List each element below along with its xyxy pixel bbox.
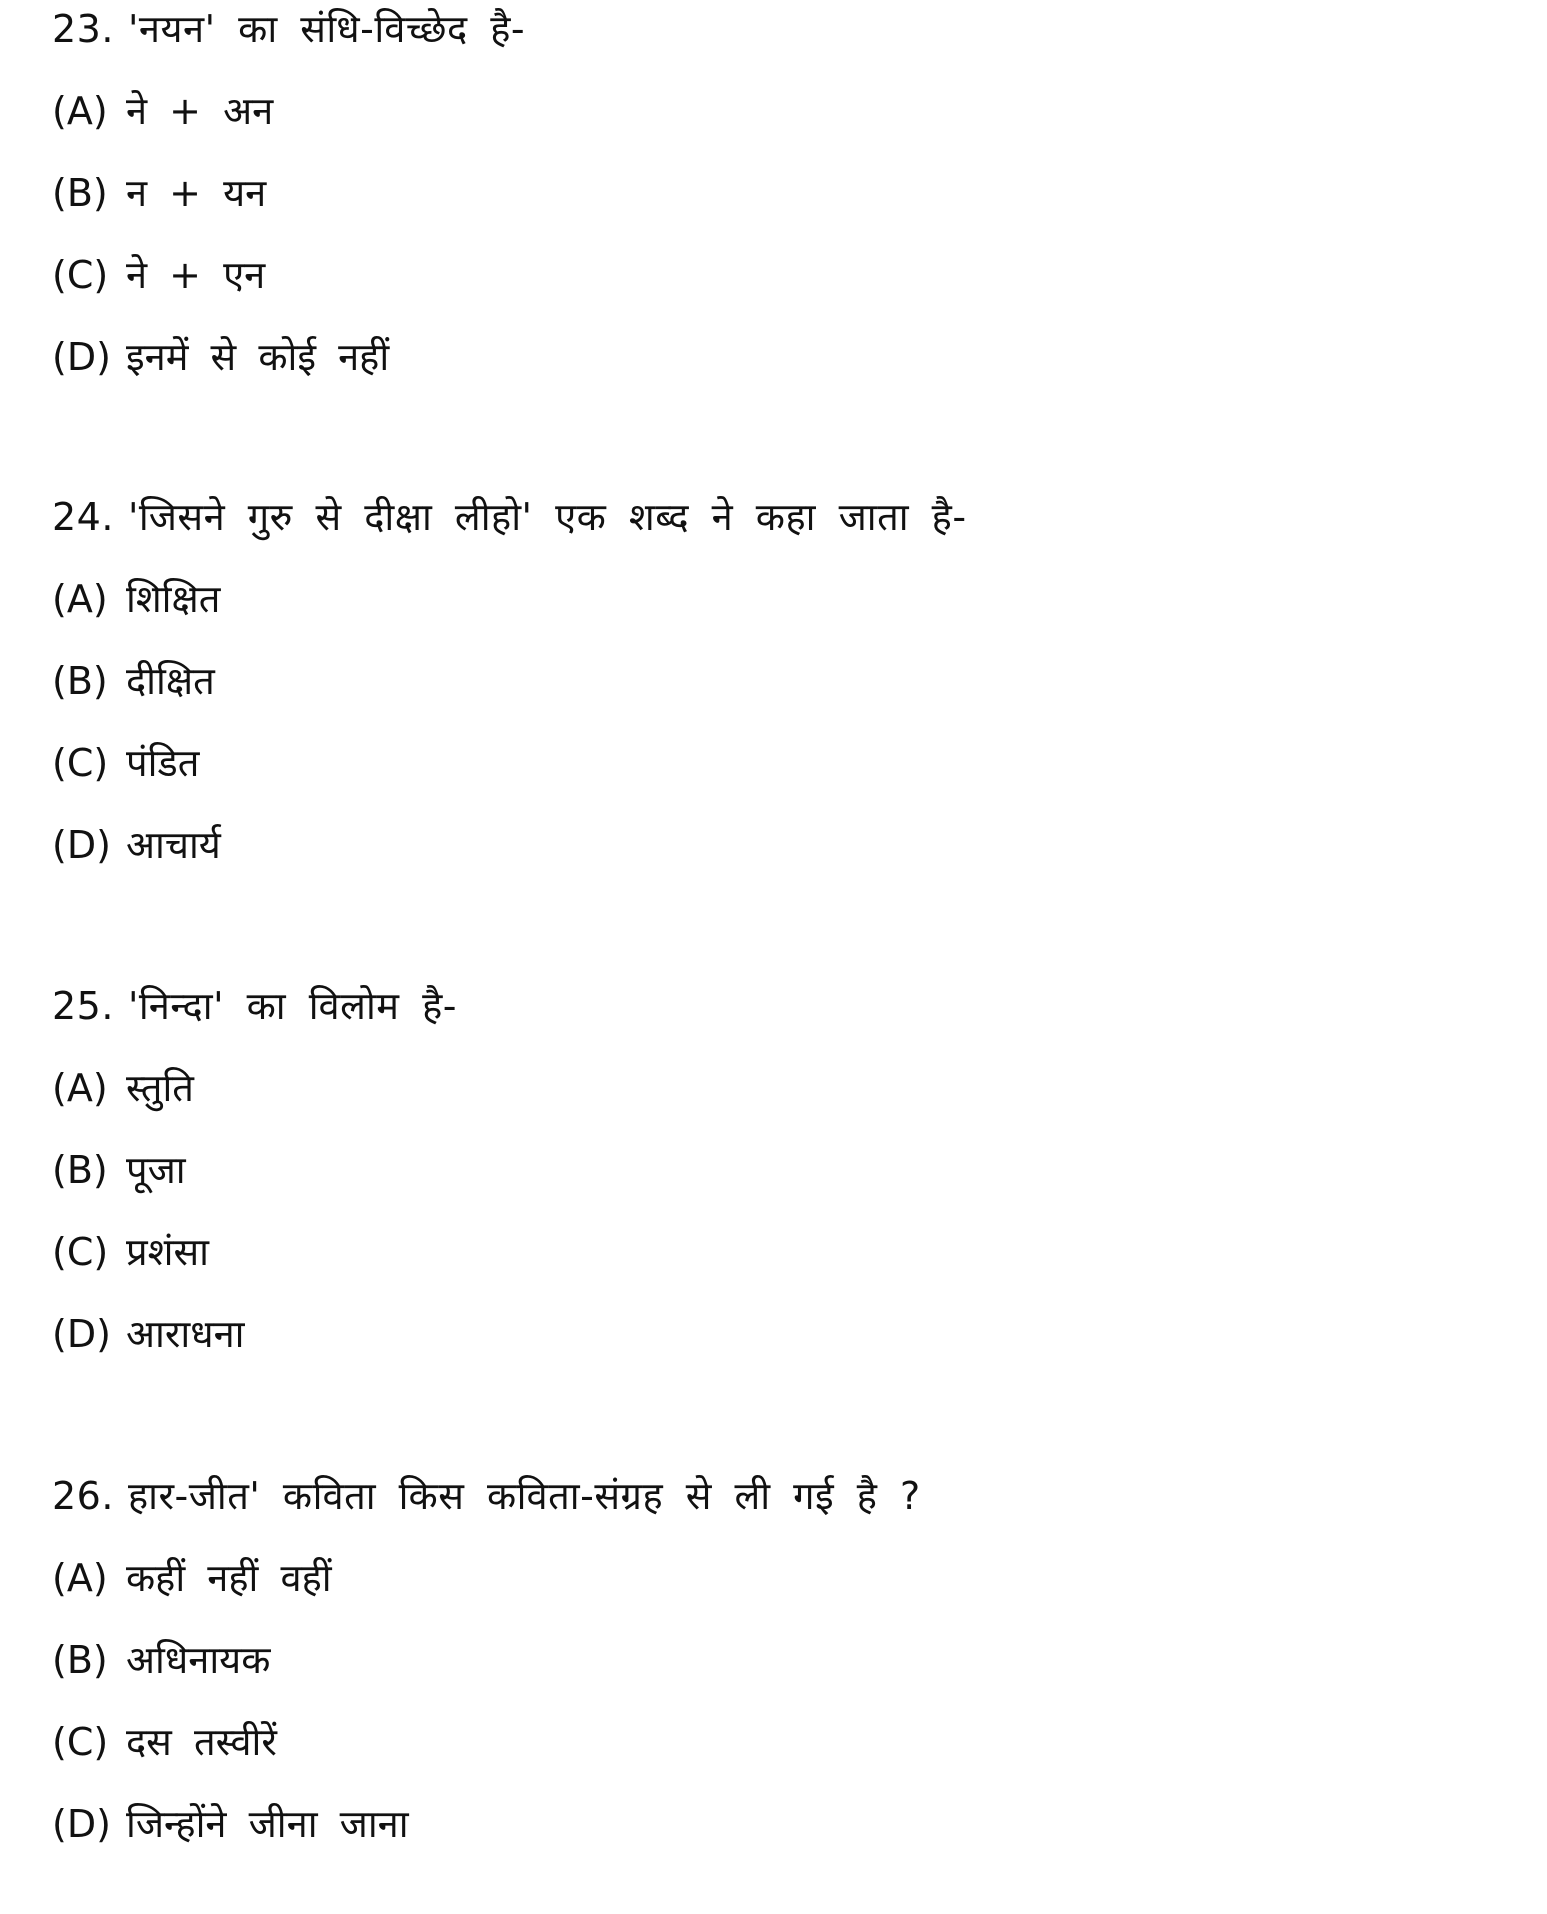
option-text: पंडित xyxy=(126,741,200,785)
question-number: 26. xyxy=(52,1474,114,1518)
option-d xyxy=(52,804,1492,886)
option-c xyxy=(52,722,1492,804)
option-label: (D) xyxy=(52,1312,111,1356)
option-list xyxy=(52,558,1492,886)
option-a xyxy=(52,558,1492,640)
option-a xyxy=(52,1047,1492,1129)
option-text: आचार्य xyxy=(126,823,221,867)
option-d xyxy=(52,1293,1492,1375)
question-number: 25. xyxy=(52,984,114,1028)
option-label: (B) xyxy=(52,171,108,215)
option-c xyxy=(52,234,1492,316)
option-b xyxy=(52,152,1492,234)
question-text: हार-जीत' कविता किस कविता-संग्रह से ली गई है ? xyxy=(127,1474,921,1518)
option-text: स्तुति xyxy=(126,1066,194,1110)
option-b xyxy=(52,640,1492,722)
option-text: पूजा xyxy=(126,1148,186,1192)
option-label: (C) xyxy=(52,1230,109,1274)
option-b xyxy=(52,1129,1492,1211)
question-stem xyxy=(52,0,1492,70)
option-text: दीक्षित xyxy=(126,659,215,703)
option-c xyxy=(52,1211,1492,1293)
option-text: आराधना xyxy=(126,1312,245,1356)
question-number: 23. xyxy=(52,7,114,51)
option-label: (A) xyxy=(52,577,108,621)
option-label: (A) xyxy=(52,89,108,133)
option-text: अधिनायक xyxy=(126,1638,271,1682)
option-list xyxy=(52,1537,1492,1865)
option-text: शिक्षित xyxy=(126,577,221,621)
option-label: (D) xyxy=(52,335,111,379)
question-26 xyxy=(52,1455,1492,1865)
option-label: (C) xyxy=(52,1720,109,1764)
question-stem xyxy=(52,476,1492,558)
option-b xyxy=(52,1619,1492,1701)
option-label: (B) xyxy=(52,1148,108,1192)
question-23 xyxy=(52,0,1492,398)
option-label: (B) xyxy=(52,1638,108,1682)
option-label: (C) xyxy=(52,253,109,297)
question-number: 24. xyxy=(52,495,114,539)
option-a xyxy=(52,70,1492,152)
option-text: न + यन xyxy=(126,171,267,215)
question-text: 'निन्दा' का विलोम है- xyxy=(127,984,457,1028)
option-list xyxy=(52,70,1492,398)
question-text: 'नयन' का संधि-विच्छेद है- xyxy=(127,7,526,51)
option-text: ने + अन xyxy=(126,89,274,133)
question-24 xyxy=(52,476,1492,886)
option-text: दस तस्वीरें xyxy=(126,1720,277,1764)
option-label: (A) xyxy=(52,1556,108,1600)
option-label: (D) xyxy=(52,1802,111,1846)
option-label: (C) xyxy=(52,741,109,785)
option-label: (D) xyxy=(52,823,111,867)
question-stem xyxy=(52,965,1492,1047)
option-list xyxy=(52,1047,1492,1375)
option-label: (B) xyxy=(52,659,108,703)
question-text: 'जिसने गुरु से दीक्षा लीहो' एक शब्द ने कहा जाता है- xyxy=(127,495,967,539)
option-text: प्रशंसा xyxy=(126,1230,209,1274)
option-c xyxy=(52,1701,1492,1783)
option-d xyxy=(52,1783,1492,1865)
option-text: जिन्होंने जीना जाना xyxy=(126,1802,409,1846)
option-d xyxy=(52,316,1492,398)
question-stem xyxy=(52,1455,1492,1537)
option-label: (A) xyxy=(52,1066,108,1110)
question-25 xyxy=(52,965,1492,1375)
option-text: कहीं नहीं वहीं xyxy=(126,1556,332,1600)
option-a xyxy=(52,1537,1492,1619)
option-text: इनमें से कोई नहीं xyxy=(126,335,390,379)
option-text: ने + एन xyxy=(126,253,266,297)
